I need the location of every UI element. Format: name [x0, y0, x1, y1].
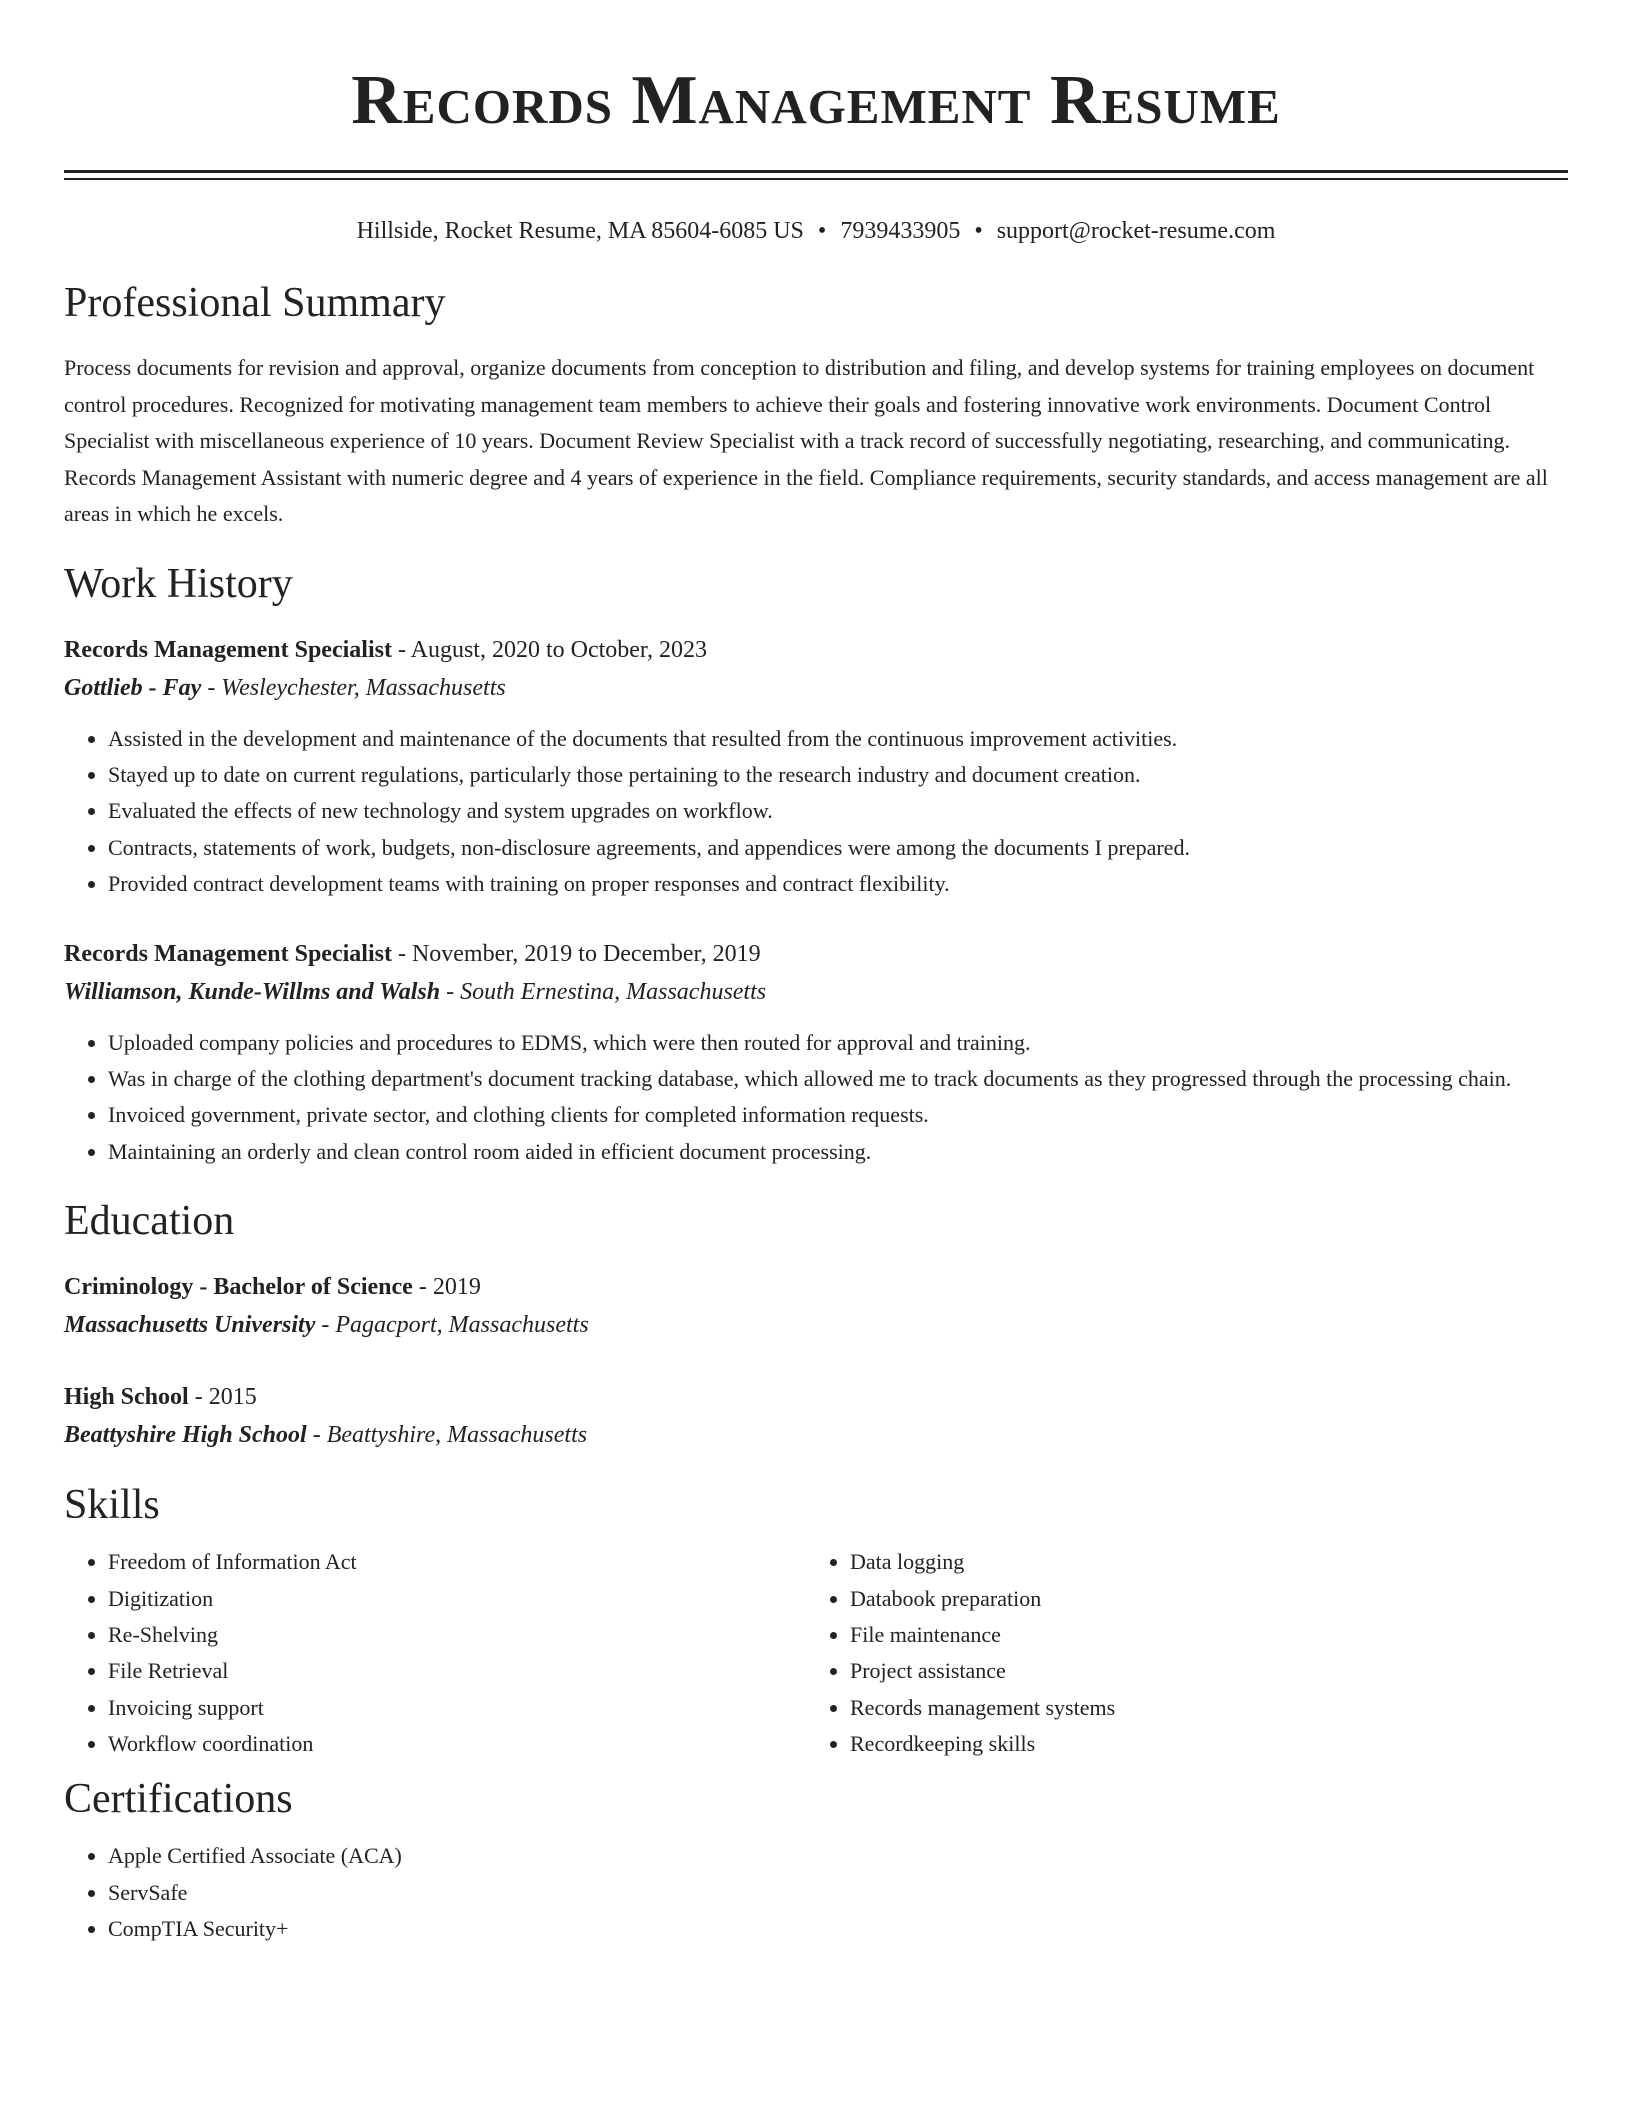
job-bullets: [64, 1025, 1568, 1171]
job-entry: [64, 935, 1568, 1171]
list-item: • ServSafe: [108, 1875, 1568, 1911]
list-item: • Recordkeeping skills: [850, 1726, 1115, 1762]
school-location: - Beattyshire, Massachusetts: [306, 1422, 588, 1449]
list-item: • Evaluated the effects of new technology and system upgrades on workflow.: [108, 793, 1568, 829]
contact-separator: •: [817, 218, 827, 244]
title-divider-thick: [64, 170, 1568, 173]
job-company-line: [64, 973, 1568, 1011]
certifications-heading: Certifications: [64, 1776, 293, 1823]
list-item: • Databook preparation: [850, 1581, 1115, 1617]
list-item: • Stayed up to date on current regulations, particularly those pertaining to the research industry and document creation.: [108, 757, 1568, 793]
job-company: Gottlieb - Fay: [64, 674, 202, 701]
job-location: - Wesleychester, Massachusetts: [201, 674, 506, 701]
list-item: • Digitization: [108, 1581, 357, 1617]
summary-text: Process documents for revision and approval, organize documents from conception to distribution and filing, and develop systems for training employees on document control procedures. Recognized for motivating management team members to achieve their goals and fostering innovative work environments. Document Control Specialist with miscellaneous experience of 10 years. Document Review Specialist with a track record of successfully negotiating, researching, and communicating. Records Management Assistant with numeric degree and 4 years of experience in the field. Compliance requirements, security standards, and access management are all areas in which he excels.: [64, 355, 1548, 526]
certifications-list: [64, 1838, 1568, 1947]
school-name: Massachusetts University: [64, 1312, 316, 1339]
list-item: • CompTIA Security+: [108, 1911, 1568, 1947]
degree: High School: [64, 1384, 189, 1411]
contact-email: support@rocket-resume.com: [996, 218, 1276, 244]
contact-separator: •: [974, 218, 983, 244]
list-item: • Records management systems: [850, 1690, 1115, 1726]
contact-phone: 7939433905: [840, 218, 961, 244]
list-item: • Freedom of Information Act: [108, 1544, 357, 1580]
list-item: • File Retrieval: [108, 1653, 357, 1689]
list-item: • Apple Certified Associate (ACA): [108, 1838, 1568, 1874]
skills-heading: Skills: [64, 1482, 160, 1529]
list-item: • Workflow coordination: [108, 1726, 357, 1762]
job-company-line: [64, 669, 1568, 707]
school-line: [64, 1416, 1568, 1454]
skills-column-left: [64, 1544, 357, 1762]
contact-line: [64, 216, 1568, 246]
education-heading: Education: [64, 1198, 235, 1245]
degree-line: [64, 1378, 1568, 1416]
title-divider-thin: [64, 178, 1568, 180]
contact-address: Hillside, Rocket Resume, MA 85604-6085 US: [356, 218, 804, 244]
job-dates: - November, 2019 to December, 2019: [391, 940, 761, 967]
job-bullets: [64, 721, 1568, 903]
school-location: - Pagacport, Massachusetts: [315, 1312, 589, 1339]
job-entry: [64, 631, 1568, 903]
education-entry: [64, 1268, 1568, 1344]
list-item: • Invoicing support: [108, 1690, 357, 1726]
work-history-heading: Work History: [64, 560, 293, 607]
list-item: • Project assistance: [850, 1653, 1115, 1689]
list-item: • Uploaded company policies and procedures to EDMS, which were then routed for approval and training.: [108, 1025, 1568, 1061]
degree-year: - 2019: [412, 1274, 481, 1301]
school-line: [64, 1306, 1568, 1344]
job-title-line: [64, 631, 1568, 669]
education-entry: [64, 1378, 1568, 1454]
list-item: • File maintenance: [850, 1617, 1115, 1653]
list-item: • Assisted in the development and maintenance of the documents that resulted from the continuous improvement activities.: [108, 721, 1568, 757]
school-name: Beattyshire High School: [64, 1422, 307, 1449]
list-item: • Invoiced government, private sector, and clothing clients for completed information requests.: [108, 1097, 1568, 1133]
summary-heading: Professional Summary: [64, 280, 446, 326]
list-item: • Data logging: [850, 1544, 1115, 1580]
resume-page: [64, 0, 1568, 1947]
skills-column-right: [806, 1544, 1115, 1762]
resume-title: Records Management Resume: [351, 62, 1281, 139]
list-item: • Was in charge of the clothing department's document tracking database, which allowed me to track documents as they progressed through the processing chain.: [108, 1061, 1568, 1097]
list-item: • Contracts, statements of work, budgets, non-disclosure agreements, and appendices were among the documents I prepared.: [108, 830, 1568, 866]
job-company: Williamson, Kunde-Willms and Walsh: [64, 978, 441, 1005]
skills-list: [64, 1544, 1568, 1764]
list-item: • Re-Shelving: [108, 1617, 357, 1653]
degree-line: [64, 1268, 1568, 1306]
degree: Criminology - Bachelor of Science: [64, 1274, 413, 1301]
list-item: • Maintaining an orderly and clean control room aided in efficient document processing.: [108, 1134, 1568, 1170]
job-dates: - August, 2020 to October, 2023: [391, 636, 707, 663]
job-title-line: [64, 935, 1568, 973]
job-title: Records Management Specialist: [64, 940, 392, 967]
job-location: - South Ernestina, Massachusetts: [440, 978, 767, 1005]
job-title: Records Management Specialist: [64, 636, 392, 663]
list-item: • Provided contract development teams with training on proper responses and contract flexibility.: [108, 866, 1568, 902]
degree-year: - 2015: [188, 1384, 257, 1411]
